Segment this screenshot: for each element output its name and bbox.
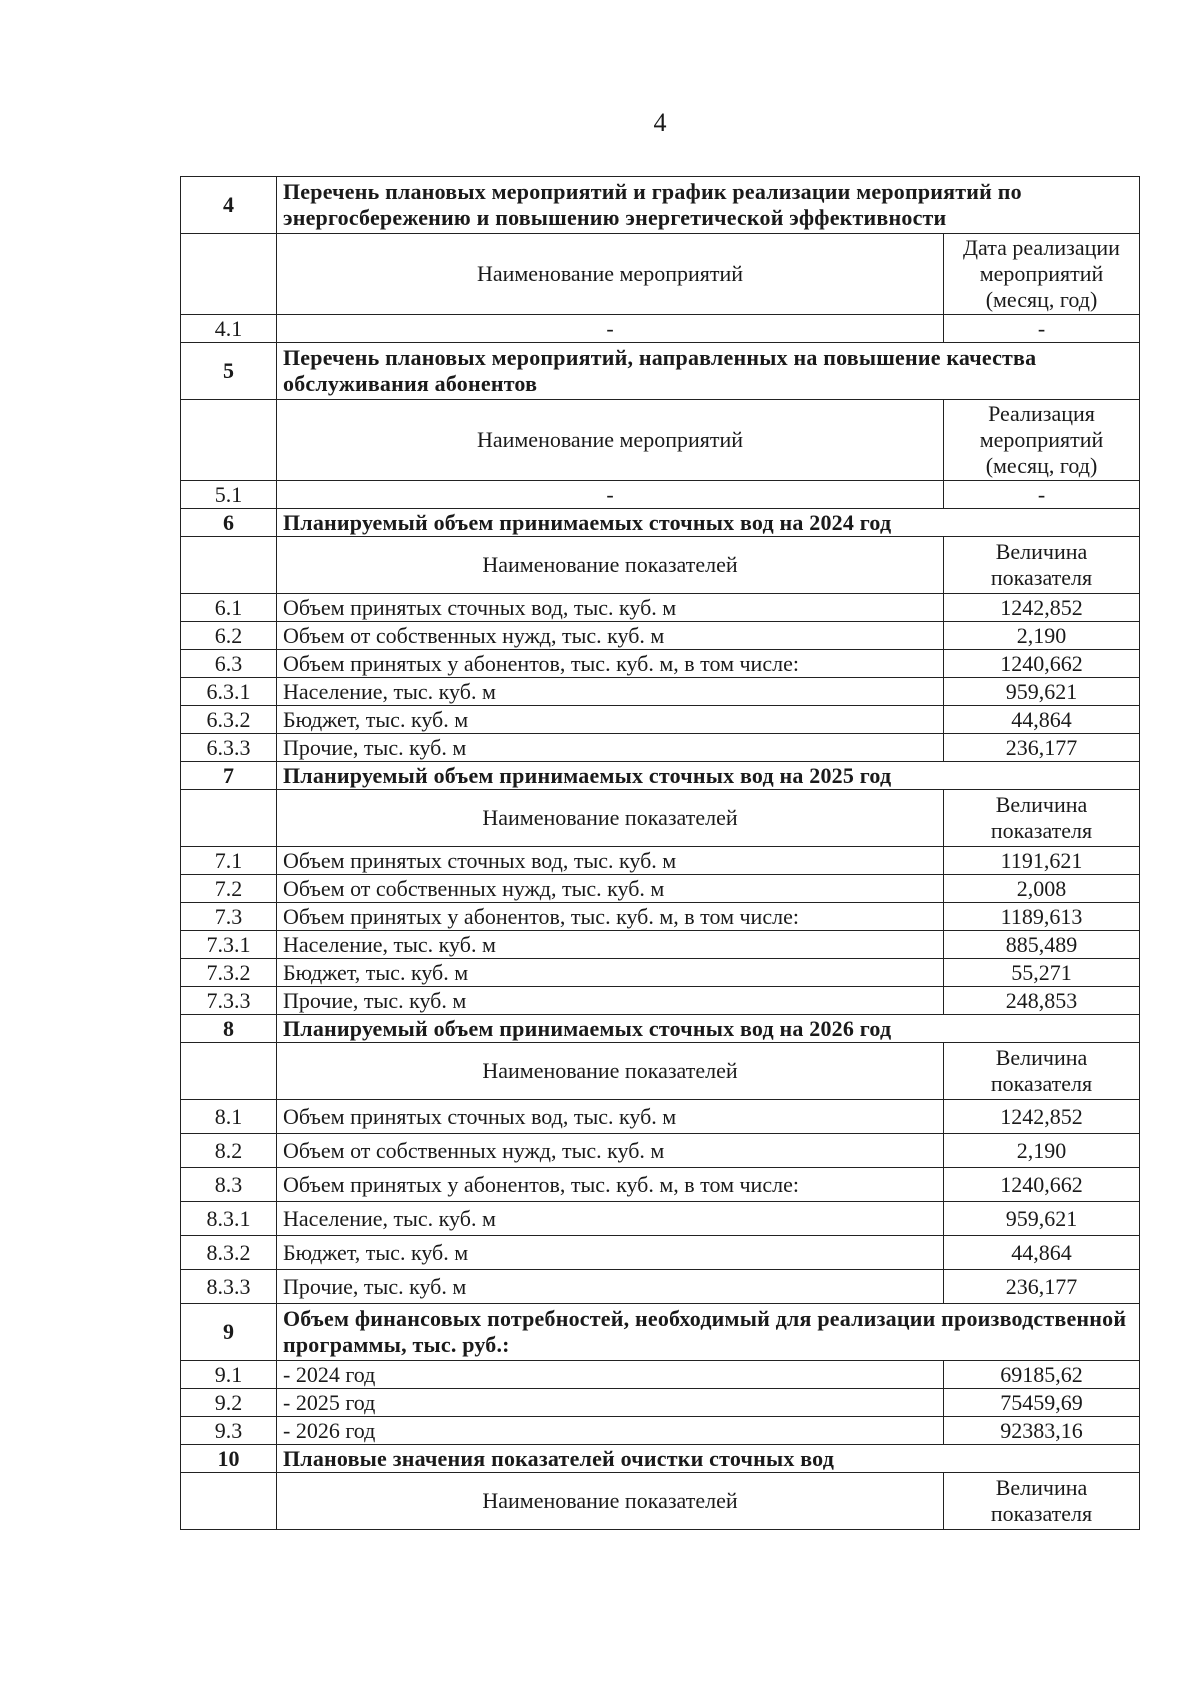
- row-name: - 2025 год: [277, 1389, 944, 1417]
- row-name: -: [277, 315, 944, 343]
- row-value: 236,177: [943, 734, 1139, 762]
- row-number: 8.3.3: [181, 1270, 277, 1304]
- row-number: 7.3: [181, 903, 277, 931]
- row-number: 7.1: [181, 847, 277, 875]
- section-title: Перечень плановых мероприятий, направленных на повышение качества обслуживания абонентов: [277, 343, 1140, 400]
- column-header-row: [181, 234, 1140, 315]
- empty-cell: [181, 234, 277, 315]
- row-number: 8.1: [181, 1100, 277, 1134]
- row-number: 6.1: [181, 594, 277, 622]
- column-header-row: [181, 1473, 1140, 1530]
- row-value: 1242,852: [943, 1100, 1139, 1134]
- column-header-value: Величина показателя: [943, 1043, 1139, 1100]
- row-number: 7.3.2: [181, 959, 277, 987]
- table-row: [181, 931, 1140, 959]
- section-number: 4: [181, 177, 277, 234]
- row-name: Прочие, тыс. куб. м: [277, 1270, 944, 1304]
- row-name: Население, тыс. куб. м: [277, 678, 944, 706]
- row-name: Бюджет, тыс. куб. м: [277, 706, 944, 734]
- row-name: Объем от собственных нужд, тыс. куб. м: [277, 875, 944, 903]
- section-5-header: [181, 343, 1140, 400]
- row-value: 2,190: [943, 622, 1139, 650]
- row-name: Объем от собственных нужд, тыс. куб. м: [277, 622, 944, 650]
- program-table: [180, 176, 1140, 1530]
- row-name: Объем принятых у абонентов, тыс. куб. м, в том числе:: [277, 903, 944, 931]
- section-9-header: [181, 1304, 1140, 1361]
- row-name: Прочие, тыс. куб. м: [277, 734, 944, 762]
- table-row: [181, 315, 1140, 343]
- row-value: 75459,69: [943, 1389, 1139, 1417]
- row-number: 6.3.3: [181, 734, 277, 762]
- row-value: 959,621: [943, 678, 1139, 706]
- row-value: 959,621: [943, 1202, 1139, 1236]
- section-number: 6: [181, 509, 277, 537]
- row-name: -: [277, 481, 944, 509]
- row-value: -: [943, 315, 1139, 343]
- table-row: [181, 1236, 1140, 1270]
- row-name: Объем принятых сточных вод, тыс. куб. м: [277, 1100, 944, 1134]
- section-number: 10: [181, 1445, 277, 1473]
- row-name: Объем принятых у абонентов, тыс. куб. м, в том числе:: [277, 650, 944, 678]
- row-number: 7.3.3: [181, 987, 277, 1015]
- row-name: - 2026 год: [277, 1417, 944, 1445]
- row-name: Объем принятых сточных вод, тыс. куб. м: [277, 594, 944, 622]
- row-number: 6.3.1: [181, 678, 277, 706]
- section-title: Перечень плановых мероприятий и график реализации мероприятий по энергосбережению и повышению энергетической эффективности: [277, 177, 1140, 234]
- section-7-header: [181, 762, 1140, 790]
- row-number: 8.3: [181, 1168, 277, 1202]
- row-number: 6.3: [181, 650, 277, 678]
- row-number: 7.3.1: [181, 931, 277, 959]
- section-title: Планируемый объем принимаемых сточных вод на 2024 год: [277, 509, 1140, 537]
- row-name: Бюджет, тыс. куб. м: [277, 959, 944, 987]
- empty-cell: [181, 400, 277, 481]
- row-value: 69185,62: [943, 1361, 1139, 1389]
- row-name: Объем принятых сточных вод, тыс. куб. м: [277, 847, 944, 875]
- row-name: Объем от собственных нужд, тыс. куб. м: [277, 1134, 944, 1168]
- table-row: [181, 1361, 1140, 1389]
- table-row: [181, 1270, 1140, 1304]
- column-header-value: Величина показателя: [943, 790, 1139, 847]
- row-value: 92383,16: [943, 1417, 1139, 1445]
- empty-cell: [181, 537, 277, 594]
- column-header-value: Величина показателя: [943, 1473, 1139, 1530]
- empty-cell: [181, 1043, 277, 1100]
- table-row: [181, 678, 1140, 706]
- row-number: 8.2: [181, 1134, 277, 1168]
- table-row: [181, 847, 1140, 875]
- empty-cell: [181, 790, 277, 847]
- row-number: 4.1: [181, 315, 277, 343]
- column-header-name: Наименование показателей: [277, 790, 944, 847]
- section-6-header: [181, 509, 1140, 537]
- page-number: 4: [653, 108, 667, 137]
- column-header-name: Наименование мероприятий: [277, 400, 944, 481]
- row-number: 9.3: [181, 1417, 277, 1445]
- section-number: 8: [181, 1015, 277, 1043]
- table-row: [181, 1134, 1140, 1168]
- table-row: [181, 987, 1140, 1015]
- column-header-name: Наименование показателей: [277, 537, 944, 594]
- table-row: [181, 650, 1140, 678]
- row-value: 1242,852: [943, 594, 1139, 622]
- table-row: [181, 1100, 1140, 1134]
- row-value: 1240,662: [943, 1168, 1139, 1202]
- table-row: [181, 1202, 1140, 1236]
- section-title: Плановые значения показателей очистки сточных вод: [277, 1445, 1140, 1473]
- table-row: [181, 1417, 1140, 1445]
- table-row: [181, 622, 1140, 650]
- table-row: [181, 1389, 1140, 1417]
- row-number: 8.3.2: [181, 1236, 277, 1270]
- row-value: 1189,613: [943, 903, 1139, 931]
- row-name: Бюджет, тыс. куб. м: [277, 1236, 944, 1270]
- table-row: [181, 959, 1140, 987]
- row-value: 1240,662: [943, 650, 1139, 678]
- section-8-header: [181, 1015, 1140, 1043]
- row-value: 248,853: [943, 987, 1139, 1015]
- row-value: 44,864: [943, 706, 1139, 734]
- row-number: 6.3.2: [181, 706, 277, 734]
- row-value: -: [943, 481, 1139, 509]
- table-row: [181, 706, 1140, 734]
- row-value: 55,271: [943, 959, 1139, 987]
- row-name: Население, тыс. куб. м: [277, 931, 944, 959]
- table-row: [181, 734, 1140, 762]
- column-header-row: [181, 400, 1140, 481]
- row-number: 7.2: [181, 875, 277, 903]
- row-name: - 2024 год: [277, 1361, 944, 1389]
- row-value: 236,177: [943, 1270, 1139, 1304]
- column-header-row: [181, 1043, 1140, 1100]
- section-title: Объем финансовых потребностей, необходимый для реализации производственной программы, тыс. руб.:: [277, 1304, 1140, 1361]
- section-4-header: [181, 177, 1140, 234]
- section-number: 5: [181, 343, 277, 400]
- column-header-value: Дата реализации мероприятий (месяц, год): [943, 234, 1139, 315]
- row-value: 2,190: [943, 1134, 1139, 1168]
- column-header-name: Наименование показателей: [277, 1043, 944, 1100]
- table-row: [181, 875, 1140, 903]
- column-header-row: [181, 537, 1140, 594]
- table-row: [181, 1168, 1140, 1202]
- row-number: 9.2: [181, 1389, 277, 1417]
- column-header-name: Наименование мероприятий: [277, 234, 944, 315]
- row-value: 2,008: [943, 875, 1139, 903]
- table-row: [181, 903, 1140, 931]
- table-row: [181, 594, 1140, 622]
- section-number: 7: [181, 762, 277, 790]
- row-name: Прочие, тыс. куб. м: [277, 987, 944, 1015]
- empty-cell: [181, 1473, 277, 1530]
- row-number: 5.1: [181, 481, 277, 509]
- row-number: 8.3.1: [181, 1202, 277, 1236]
- row-number: 6.2: [181, 622, 277, 650]
- row-name: Население, тыс. куб. м: [277, 1202, 944, 1236]
- row-name: Объем принятых у абонентов, тыс. куб. м, в том числе:: [277, 1168, 944, 1202]
- column-header-value: Величина показателя: [943, 537, 1139, 594]
- column-header-row: [181, 790, 1140, 847]
- column-header-value: Реализация мероприятий (месяц, год): [943, 400, 1139, 481]
- section-number: 9: [181, 1304, 277, 1361]
- row-value: 885,489: [943, 931, 1139, 959]
- table-row: [181, 481, 1140, 509]
- section-title: Планируемый объем принимаемых сточных вод на 2025 год: [277, 762, 1140, 790]
- column-header-name: Наименование показателей: [277, 1473, 944, 1530]
- section-title: Планируемый объем принимаемых сточных вод на 2026 год: [277, 1015, 1140, 1043]
- section-10-header: [181, 1445, 1140, 1473]
- row-number: 9.1: [181, 1361, 277, 1389]
- row-value: 1191,621: [943, 847, 1139, 875]
- row-value: 44,864: [943, 1236, 1139, 1270]
